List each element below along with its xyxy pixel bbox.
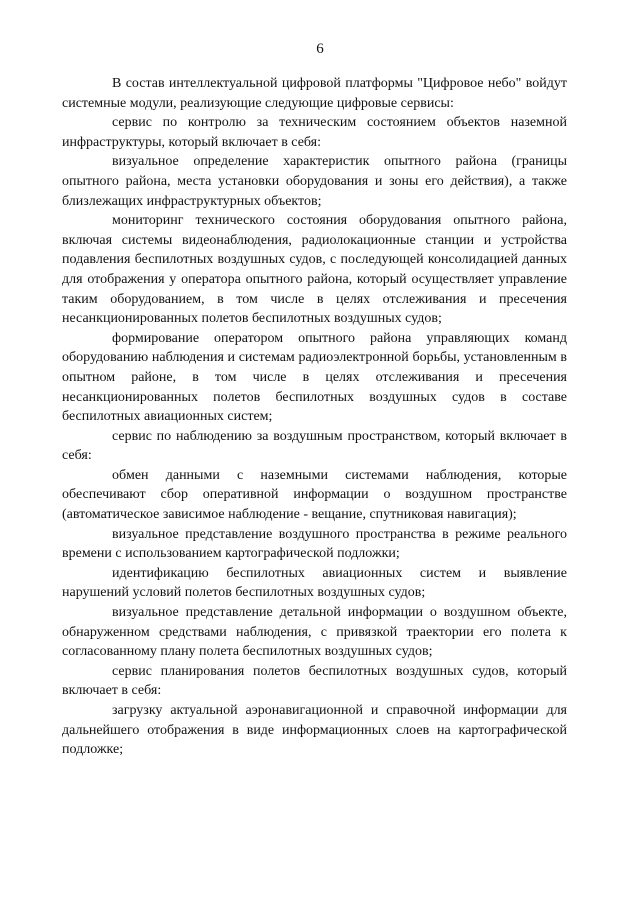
paragraph-equipment-monitoring: мониторинг технического состояния оборудования опытного района, включая системы видеонаблюдения, радиолокационные станции и устройства подавления беспилотных воздушных судов, с последующей консолидацией данных для отображения у оператора опытного района, который осуществляет управление таким оборудованием, в том числе в целях отслеживания и пресечения несанкционированных полетов беспилотных воздушных судов; [62, 213, 567, 327]
paragraph-realtime-visualization: визуальное представление воздушного пространства в режиме реального времени с использованием картографической подложки; [62, 526, 567, 562]
paragraph-visual-area-definition: визуальное определение характеристик опытного района (границы опытного района, места установки оборудования и зоны его действия), а также близлежащих инфраструктурных объектов; [62, 154, 567, 209]
paragraph-data-exchange: обмен данными с наземными системами наблюдения, которые обеспечивают сбор оперативной информации о воздушном пространстве (автоматическое зависимое наблюдение - вещание, спутниковая навигация); [62, 467, 567, 523]
paragraph-infrastructure-service: сервис по контролю за техническим состоянием объектов наземной инфраструктуры, который включает в себя: [62, 115, 567, 150]
document-body [62, 74, 567, 760]
paragraph-uas-identification: идентификацию беспилотных авиационных систем и выявление нарушений условий полетов беспилотных воздушных судов; [62, 565, 567, 601]
paragraph-intro: В состав интеллектуальной цифровой платформы "Цифровое небо" войдут системные модули, реализующие следующие цифровые сервисы: [62, 76, 567, 111]
page-number: 6 [316, 41, 324, 57]
paragraph-airspace-service: сервис по наблюдению за воздушным пространством, который включает в себя: [62, 428, 567, 464]
paragraph-operator-commands: формирование оператором опытного района управляющих команд оборудованию наблюдения и системам радиоэлектронной борьбы, установленным в опытном районе, в том числе в целях отслеживания и пресечения несанкционированных полетов беспилотных воздушных судов в составе беспилотных авиационных систем; [62, 330, 567, 425]
paragraph-aeronautical-data-loading: загрузку актуальной аэронавигационной и справочной информации для дальнейшего отображения в виде информационных слоев на картографической подложке; [62, 703, 567, 758]
paragraph-flight-planning-service: сервис планирования полетов беспилотных воздушных судов, который включает в себя: [62, 663, 567, 699]
paragraph-air-object-details: визуальное представление детальной информации о воздушном объекте, обнаруженном средствами наблюдения, с привязкой траектории его полета к согласованному плану полета беспилотных воздушных судов; [62, 605, 567, 660]
